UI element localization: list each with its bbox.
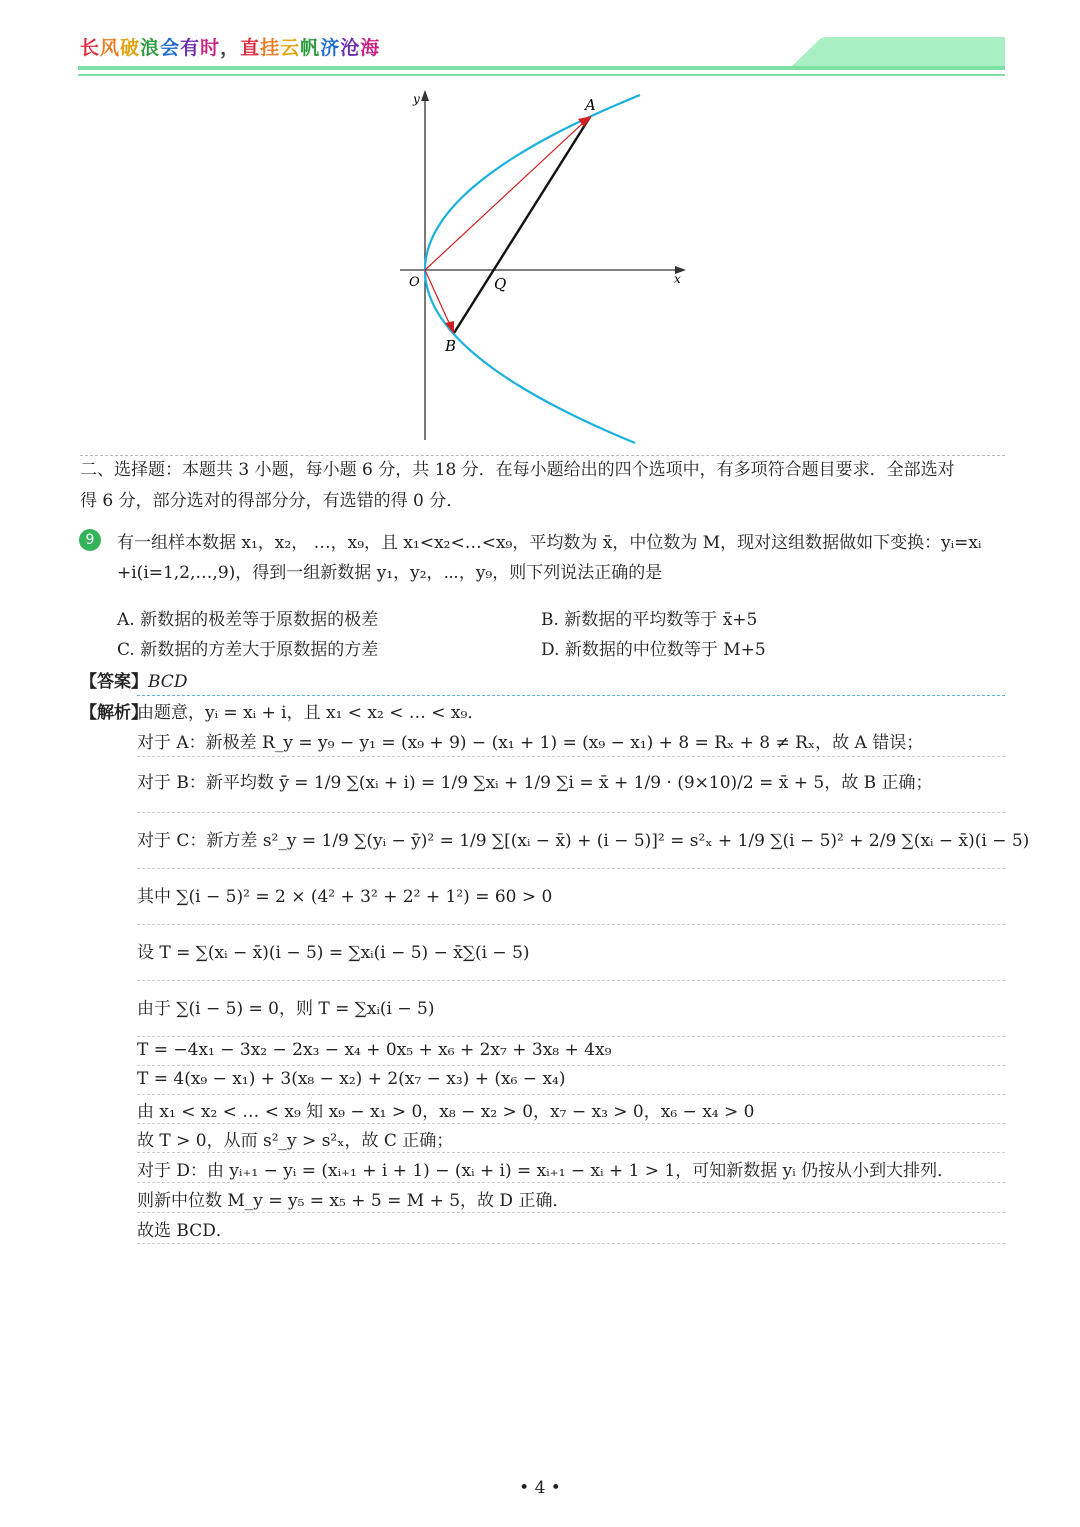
solution-line: T = −4x₁ − 3x₂ − 2x₃ − x₄ + 0x₅ + x₆ + 2x₇ + 3x₈ + 4x₉ <box>137 1040 612 1060</box>
header-title-char: 浪 <box>140 37 161 59</box>
header-rule-thin <box>78 74 1005 76</box>
solution-divider <box>137 1212 1005 1213</box>
solution-divider <box>137 1123 1005 1124</box>
solution-divider <box>137 1065 1005 1066</box>
option-a: A. 新数据的极差等于原数据的极差 <box>117 610 379 630</box>
header-title-char: 济 <box>320 37 341 59</box>
solution-line: 设 T = ∑(xᵢ − x̄)(i − 5) = ∑xᵢ(i − 5) − x̄∑(i − 5) <box>137 943 530 963</box>
label-x: x <box>674 272 681 286</box>
solution-line: 对于 D：由 yᵢ₊₁ − yᵢ = (xᵢ₊₁ + i + 1) − (xᵢ + i) = xᵢ₊₁ − xᵢ + 1 > 1，可知新数据 yᵢ 仍按从小到大排列． <box>137 1161 955 1181</box>
solution-line: 对于 C：新方差 s²_y = 1/9 ∑(yᵢ − ȳ)² = 1/9 ∑[(xᵢ − x̄) + (i − 5)]² = s²ₓ + 1/9 ∑(i − 5)² + 2/9 ∑(xᵢ − x̄)(i − 5) <box>137 831 1030 851</box>
solution-label: 【解析】 <box>80 703 148 723</box>
solution-line: 故选 BCD． <box>137 1221 233 1241</box>
label-o: O <box>409 275 420 290</box>
header-title-char: 挂 <box>260 37 281 59</box>
header-title-char: 风 <box>100 37 121 59</box>
parabola-figure <box>380 85 700 450</box>
solution-divider <box>137 812 1005 813</box>
header-title-char: 沧 <box>340 37 361 59</box>
answer-label: 【答案】 <box>80 672 148 692</box>
header-title-char: 海 <box>360 37 381 59</box>
answer-divider <box>137 695 1005 696</box>
solution-line: 由题意，yᵢ = xᵢ + i，且 x₁ < x₂ < … < x₉． <box>137 703 485 723</box>
answer-value: BCD <box>148 672 188 692</box>
solution-line: 由于 ∑(i − 5) = 0，则 T = ∑xᵢ(i − 5) <box>137 999 435 1019</box>
question-stem-line1: 有一组样本数据 x₁，x₂， …，x₉，且 x₁<x₂<…<x₉，平均数为 x̄，中位数为 M，现对这组数据做如下变换：yᵢ=xᵢ <box>117 533 982 553</box>
y-axis-arrow <box>421 90 429 101</box>
header-title-char: 云 <box>280 37 301 59</box>
label-b: B <box>445 337 457 355</box>
label-y: y <box>413 92 420 106</box>
question-stem-line2: +i(i=1,2,…,9)，得到一组新数据 y₁，y₂，⋯，y₉，则下列说法正确的是 <box>117 563 663 583</box>
solution-line: 其中 ∑(i − 5)² = 2 × (4² + 3² + 2² + 1²) = 60 > 0 <box>137 887 553 907</box>
vector-ob <box>425 270 450 325</box>
option-c: C. 新数据的方差大于原数据的方差 <box>117 640 379 660</box>
header-rule <box>78 66 1005 70</box>
solution-divider <box>137 1094 1005 1095</box>
section-heading-line1: 二、选择题：本题共 3 小题，每小题 6 分，共 18 分．在每小题给出的四个选项中，有多项符合题目要求．全部选对 <box>80 460 955 480</box>
solution-divider <box>137 868 1005 869</box>
header-title-char: 帆 <box>300 37 321 59</box>
header-title <box>80 33 380 60</box>
header-title-char: ， <box>220 37 241 59</box>
vector-ob-arrowhead <box>445 321 454 334</box>
answer-row <box>80 667 187 692</box>
header-decoration <box>790 37 1005 68</box>
label-q: Q <box>494 275 507 293</box>
option-b: B. 新数据的平均数等于 x̄+5 <box>541 610 758 630</box>
solution-divider <box>137 1182 1005 1183</box>
parabola-curve <box>425 95 640 443</box>
vector-oa <box>425 123 583 270</box>
label-a: A <box>585 96 596 114</box>
solution-divider <box>137 1243 1005 1244</box>
section-heading-line2: 得 6 分，部分选对的得部分分，有选错的得 0 分． <box>80 491 464 511</box>
solution-divider <box>137 1152 1005 1153</box>
header-title-char: 时 <box>200 37 221 59</box>
chord-ab <box>454 117 590 333</box>
header-title-char: 有 <box>180 37 201 59</box>
question-number-badge: 9 <box>79 529 101 551</box>
header-title-char: 直 <box>240 37 261 59</box>
solution-divider <box>137 980 1005 981</box>
header-title-char: 破 <box>120 37 141 59</box>
solution-line: 由 x₁ < x₂ < … < x₉ 知 x₉ − x₁ > 0，x₈ − x₂ > 0，x₇ − x₃ > 0，x₆ − x₄ > 0 <box>137 1102 755 1122</box>
solution-divider <box>137 1036 1005 1037</box>
page-number: • 4 • <box>519 1478 561 1498</box>
header-title-char: 长 <box>80 37 101 59</box>
solution-line: 对于 B：新平均数 ȳ = 1/9 ∑(xᵢ + i) = 1/9 ∑xᵢ + 1/9 ∑i = x̄ + 1/9 · (9×10)/2 = x̄ + 5，故 B 正确； <box>137 773 933 793</box>
solution-divider <box>137 756 1005 757</box>
solution-line: 故 T > 0，从而 s²_y > s²ₓ，故 C 正确； <box>137 1131 454 1151</box>
solution-line: 则新中位数 M_y = y₅ = x₅ + 5 = M + 5，故 D 正确． <box>137 1191 570 1211</box>
solution-line: 对于 A：新极差 R_y = y₉ − y₁ = (x₉ + 9) − (x₁ + 1) = (x₉ − x₁) + 8 = Rₓ + 8 ≠ Rₓ，故 A 错误； <box>137 733 924 753</box>
solution-line: T = 4(x₉ − x₁) + 3(x₈ − x₂) + 2(x₇ − x₃) + (x₆ − x₄) <box>137 1069 566 1089</box>
option-d: D. 新数据的中位数等于 M+5 <box>541 640 766 660</box>
solution-divider <box>137 924 1005 925</box>
header-title-char: 会 <box>160 37 181 59</box>
